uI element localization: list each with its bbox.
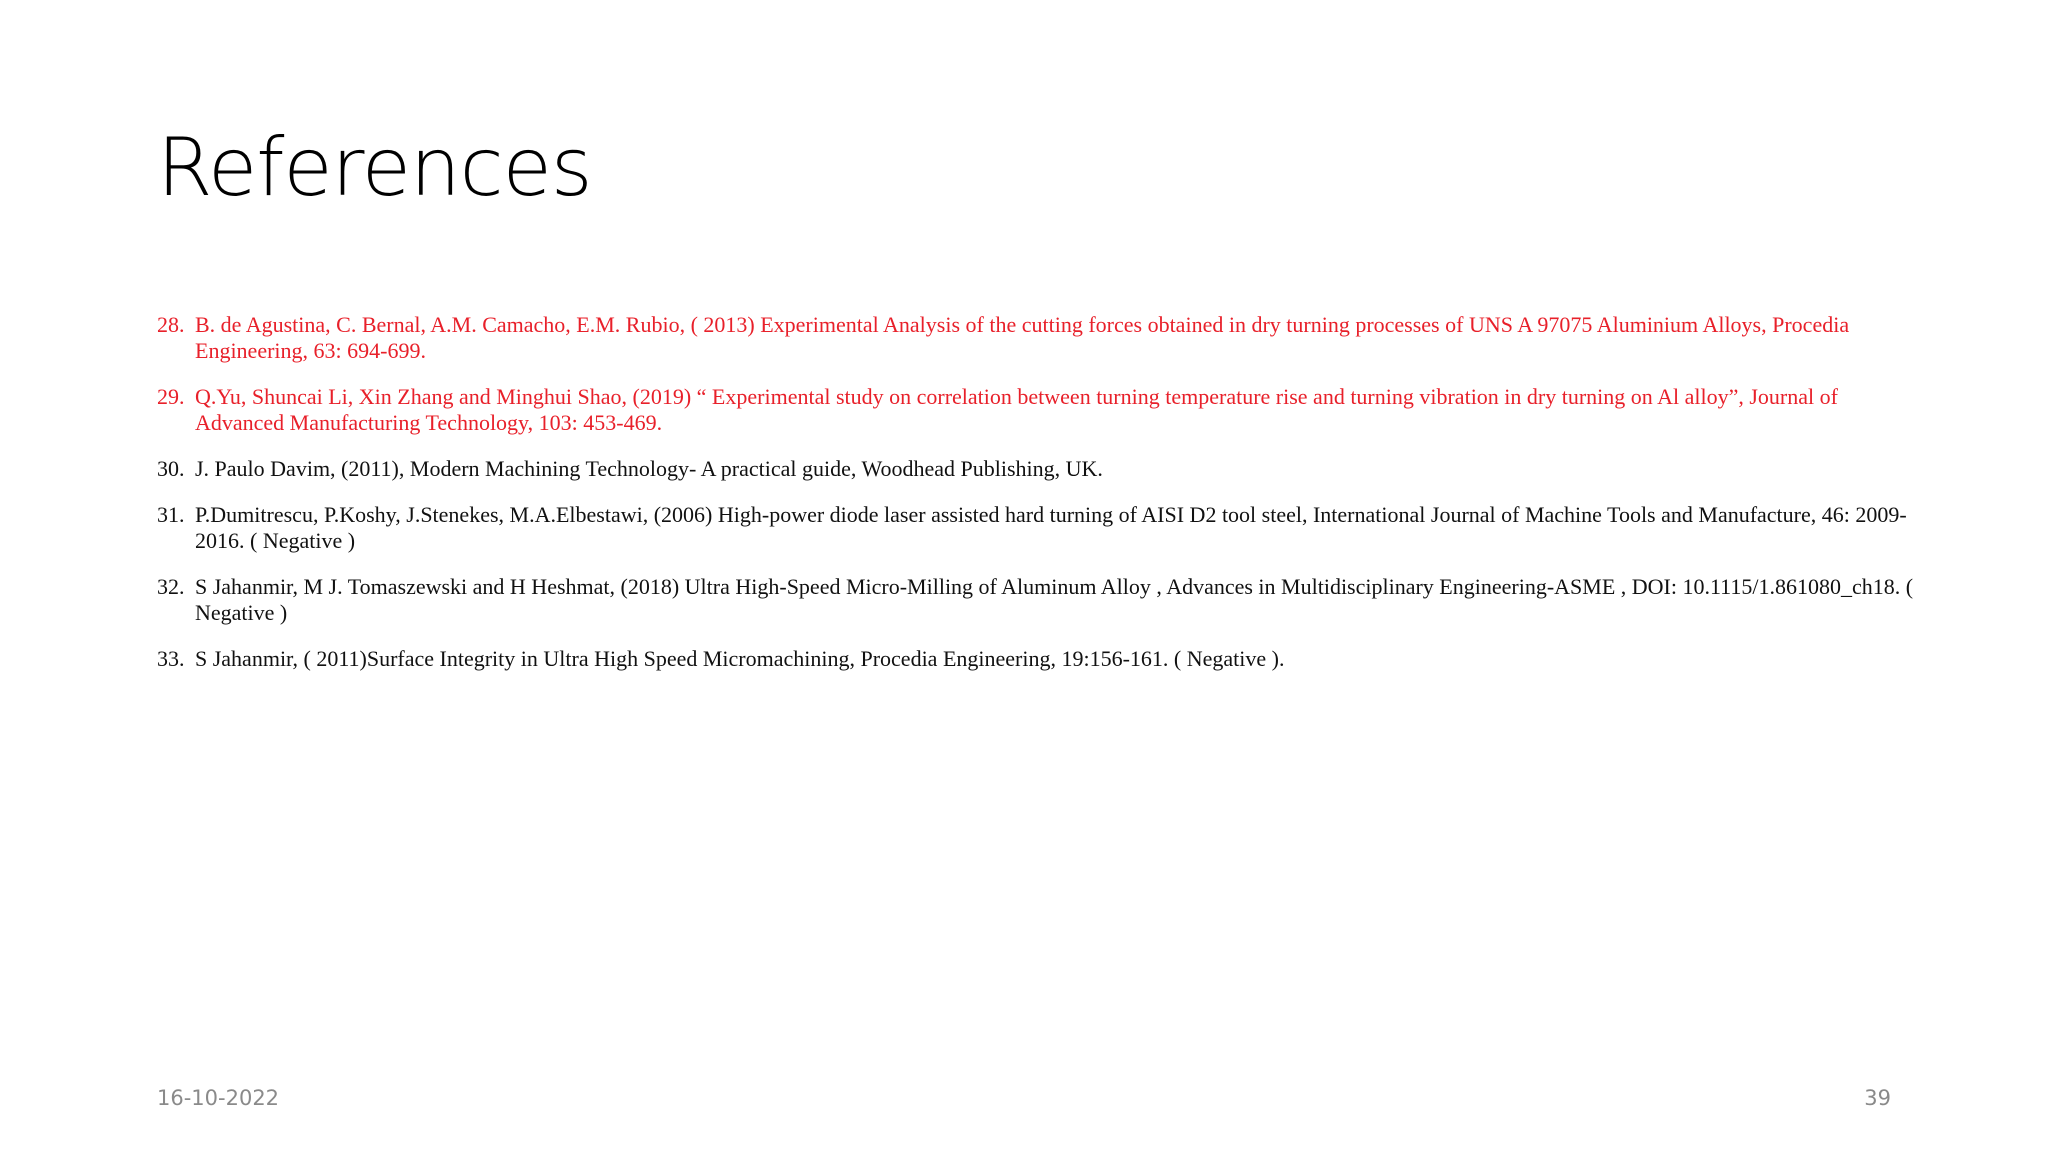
reference-item xyxy=(157,646,1917,672)
reference-item xyxy=(157,502,1917,554)
reference-number: 29. xyxy=(157,384,185,409)
footer-date: 16-10-2022 xyxy=(157,1086,280,1110)
slide-title: References xyxy=(157,121,592,214)
reference-text: Q.Yu, Shuncai Li, Xin Zhang and Minghui Shao, (2019) “ Experimental study on correlation between turning temperature rise and turning vibration in dry turning on Al alloy”, Journal of Advanced Manufacturing Technology, 103: 453-469. xyxy=(195,384,1838,435)
reference-item xyxy=(157,384,1917,436)
reference-text: J. Paulo Davim, (2011), Modern Machining Technology- A practical guide, Woodhead Publishing, UK. xyxy=(195,456,1103,481)
reference-item xyxy=(157,312,1917,364)
reference-text: P.Dumitrescu, P.Koshy, J.Stenekes, M.A.Elbestawi, (2006) High-power diode laser assisted hard turning of AISI D2 tool steel, International Journal of Machine Tools and Manufacture, 46: 2009-2016. ( Negative ) xyxy=(195,502,1907,553)
reference-item xyxy=(157,456,1917,482)
reference-list xyxy=(157,312,1917,692)
reference-text: S Jahanmir, ( 2011)Surface Integrity in Ultra High Speed Micromachining, Procedia Engineering, 19:156-161. ( Negative ). xyxy=(195,646,1285,671)
reference-number: 30. xyxy=(157,456,185,481)
reference-text: S Jahanmir, M J. Tomaszewski and H Heshmat, (2018) Ultra High-Speed Micro-Milling of Aluminum Alloy , Advances in Multidisciplinary Engineering-ASME , DOI: 10.1115/1.861080_ch18. ( Negative ) xyxy=(195,574,1914,625)
reference-number: 31. xyxy=(157,502,185,527)
reference-text: B. de Agustina, C. Bernal, A.M. Camacho, E.M. Rubio, ( 2013) Experimental Analysis of the cutting forces obtained in dry turning processes of UNS A 97075 Aluminium Alloys, Procedia Engineering, 63: 694-699. xyxy=(195,312,1850,363)
reference-number: 28. xyxy=(157,312,185,337)
reference-item xyxy=(157,574,1917,626)
reference-number: 32. xyxy=(157,574,185,599)
reference-number: 33. xyxy=(157,646,185,671)
page-number: 39 xyxy=(1864,1086,1891,1110)
